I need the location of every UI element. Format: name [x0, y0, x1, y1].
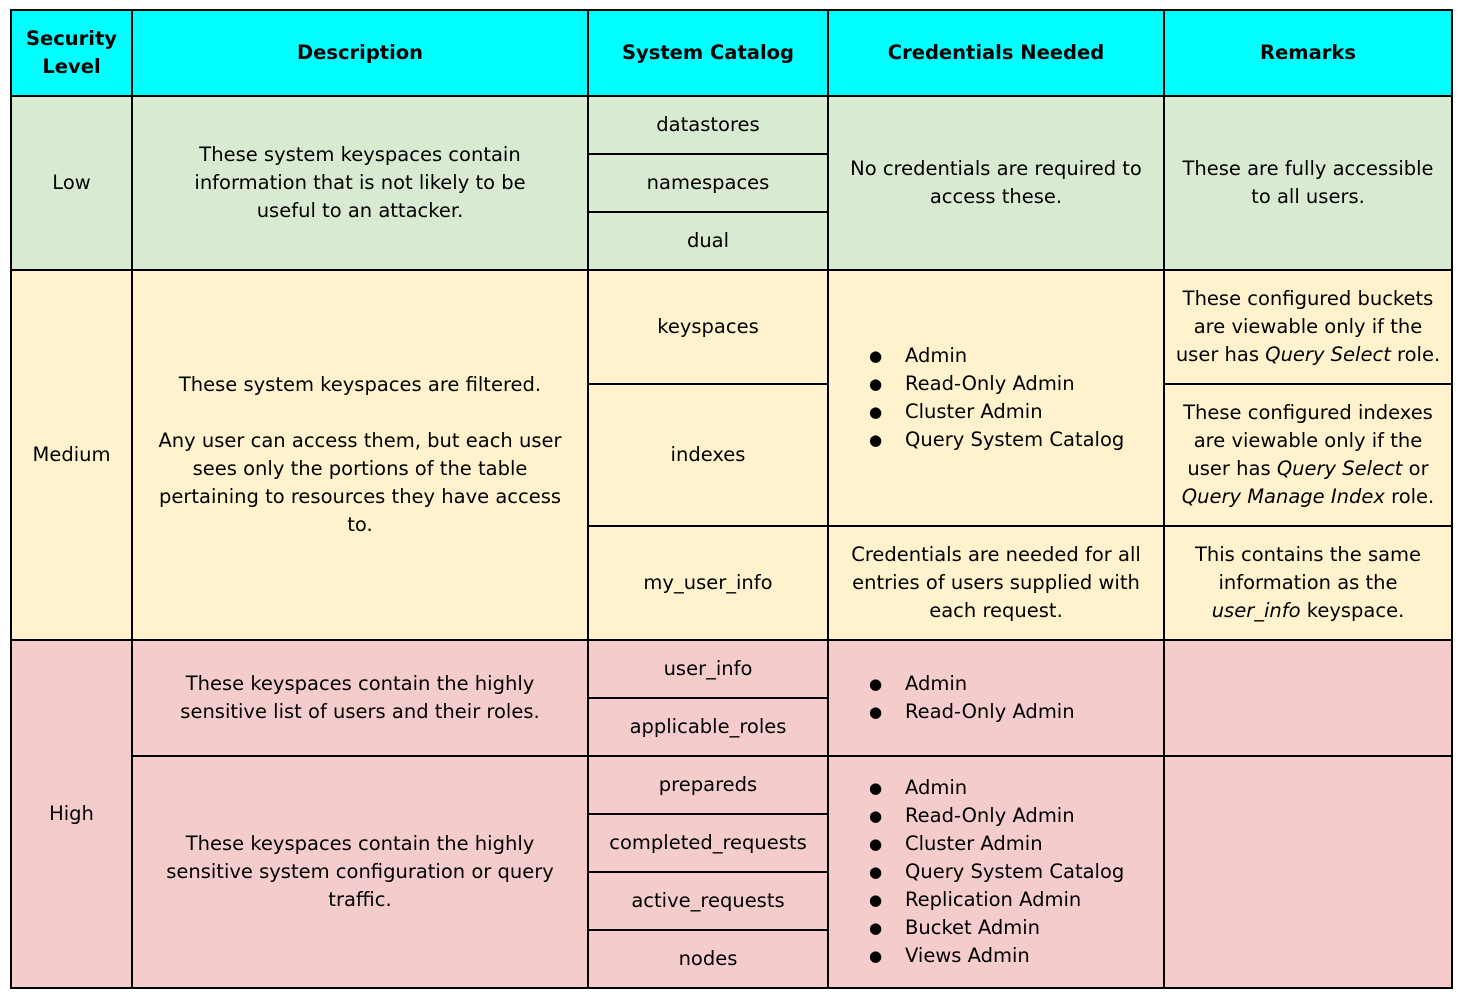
header-security-level: Security Level	[11, 10, 132, 96]
security-levels-table	[10, 9, 1453, 989]
remarks-indexes	[1164, 384, 1452, 526]
low-credentials: No credentials are required to access these.	[828, 96, 1164, 270]
table-row	[11, 640, 1452, 698]
table-row	[11, 96, 1452, 154]
credential-item: ● Replication Admin	[835, 886, 1157, 914]
remarks-indexes-text: These configured indexes are viewable only if the user has	[1183, 401, 1433, 480]
remarks-my-user-info-tail: keyspace.	[1300, 599, 1405, 622]
remarks-my-user-info-text: This contains the same information as the	[1194, 543, 1422, 594]
medium-credentials	[828, 270, 1164, 526]
credential-item: ● Read-Only Admin	[835, 370, 1157, 398]
credential-item: ● Cluster Admin	[835, 398, 1157, 426]
remarks-my-user-info	[1164, 526, 1452, 640]
low-remarks: These are fully accessible to all users.	[1164, 96, 1452, 270]
credential-item: ● Bucket Admin	[835, 914, 1157, 942]
role-query-manage-index: Query Manage Index	[1181, 485, 1385, 508]
remarks-indexes-tail: role.	[1384, 485, 1435, 508]
credential-item: ● Admin	[835, 342, 1157, 370]
credential-item: ● Views Admin	[835, 942, 1157, 970]
remarks-keyspaces-tail: role.	[1390, 343, 1441, 366]
paragraph-gap	[141, 399, 579, 427]
low-description: These system keyspaces contain information that is not likely to be useful to an attacker.	[132, 96, 588, 270]
catalog-dual: dual	[588, 212, 828, 270]
header-description: Description	[132, 10, 588, 96]
medium-description	[132, 270, 588, 640]
level-low: Low	[11, 96, 132, 270]
keyspace-user-info: user_info	[1211, 599, 1301, 622]
remarks-keyspaces-text: These configured buckets are viewable only if the user has	[1175, 287, 1434, 366]
high-users-description: These keyspaces contain the highly sensitive list of users and their roles.	[132, 640, 588, 756]
role-query-select: Query Select	[1276, 457, 1403, 480]
catalog-indexes: indexes	[588, 384, 828, 526]
medium-description-p2: Any user can access them, but each user sees only the portions of the table pertaining to resources they have access to.	[158, 429, 562, 536]
high-system-remarks	[1164, 756, 1452, 988]
high-users-remarks	[1164, 640, 1452, 756]
catalog-user-info: user_info	[588, 640, 828, 698]
high-system-credentials-list	[835, 774, 1157, 970]
catalog-keyspaces: keyspaces	[588, 270, 828, 384]
medium-credentials-list	[835, 342, 1157, 454]
header-system-catalog: System Catalog	[588, 10, 828, 96]
credential-item: ● Cluster Admin	[835, 830, 1157, 858]
credential-item: ● Read-Only Admin	[835, 698, 1157, 726]
high-system-description: These keyspaces contain the highly sensitive system configuration or query traffic.	[132, 756, 588, 988]
high-users-credentials	[828, 640, 1164, 756]
catalog-nodes: nodes	[588, 930, 828, 988]
my-user-info-credentials: Credentials are needed for all entries of users supplied with each request.	[828, 526, 1164, 640]
high-users-credentials-list	[835, 670, 1157, 726]
catalog-applicable-roles: applicable_roles	[588, 698, 828, 756]
header-remarks: Remarks	[1164, 10, 1452, 96]
credential-item: ● Read-Only Admin	[835, 802, 1157, 830]
table-row	[11, 270, 1452, 384]
remarks-indexes-or: or	[1402, 457, 1429, 480]
catalog-active-requests: active_requests	[588, 872, 828, 930]
catalog-my-user-info: my_user_info	[588, 526, 828, 640]
catalog-prepareds: prepareds	[588, 756, 828, 814]
catalog-namespaces: namespaces	[588, 154, 828, 212]
table-row	[11, 756, 1452, 814]
credential-item: ● Query System Catalog	[835, 426, 1157, 454]
catalog-datastores: datastores	[588, 96, 828, 154]
header-row	[11, 10, 1452, 96]
level-high: High	[11, 640, 132, 988]
high-system-credentials	[828, 756, 1164, 988]
credential-item: ● Admin	[835, 774, 1157, 802]
level-medium: Medium	[11, 270, 132, 640]
credential-item: ● Admin	[835, 670, 1157, 698]
credential-item: ● Query System Catalog	[835, 858, 1157, 886]
header-credentials-needed: Credentials Needed	[828, 10, 1164, 96]
remarks-keyspaces	[1164, 270, 1452, 384]
catalog-completed-requests: completed_requests	[588, 814, 828, 872]
medium-description-p1: These system keyspaces are filtered.	[178, 373, 542, 396]
role-query-select: Query Select	[1265, 343, 1391, 366]
